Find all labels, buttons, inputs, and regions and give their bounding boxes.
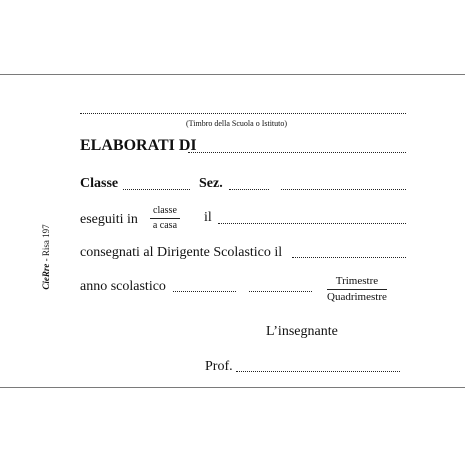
option-a-casa[interactable]: a casa xyxy=(152,220,178,231)
document-card xyxy=(0,74,465,388)
insegnante-label: L’insegnante xyxy=(266,324,338,339)
option-trimestre[interactable]: Trimestre xyxy=(327,275,387,290)
teacher-signature-field[interactable] xyxy=(236,371,400,372)
anno-scolastico-label: anno scolastico xyxy=(80,279,166,294)
stamp-caption: (Timbro della Scuola o Istituto) xyxy=(186,119,288,128)
extra-class-field[interactable] xyxy=(281,189,406,190)
year-start-field[interactable] xyxy=(173,291,236,292)
classe-field[interactable] xyxy=(123,189,190,190)
prof-label: Prof. xyxy=(205,359,233,374)
publisher-code xyxy=(41,207,51,307)
publisher-brand: CieRre xyxy=(41,263,51,290)
stamp-line[interactable] xyxy=(80,113,406,114)
classe-label: Classe xyxy=(80,176,119,191)
consegnati-label: consegnati al Dirigente Scolastico il xyxy=(80,245,283,260)
execution-date-field[interactable] xyxy=(218,223,406,224)
year-end-field[interactable] xyxy=(249,291,312,292)
il-label: il xyxy=(204,210,212,225)
form-title: ELABORATI DI xyxy=(80,137,197,154)
publisher-form-number: - Risa 197 xyxy=(41,224,51,264)
eseguiti-label: eseguiti in xyxy=(80,212,138,227)
delivery-date-field[interactable] xyxy=(292,257,406,258)
sez-field[interactable] xyxy=(229,189,269,190)
option-classe[interactable]: classe xyxy=(150,205,180,219)
option-quadrimestre[interactable]: Quadrimestre xyxy=(327,291,387,303)
eseguiti-options[interactable] xyxy=(150,205,180,232)
sez-label: Sez. xyxy=(199,176,223,191)
subject-line[interactable] xyxy=(188,152,406,153)
period-options[interactable] xyxy=(327,275,387,304)
